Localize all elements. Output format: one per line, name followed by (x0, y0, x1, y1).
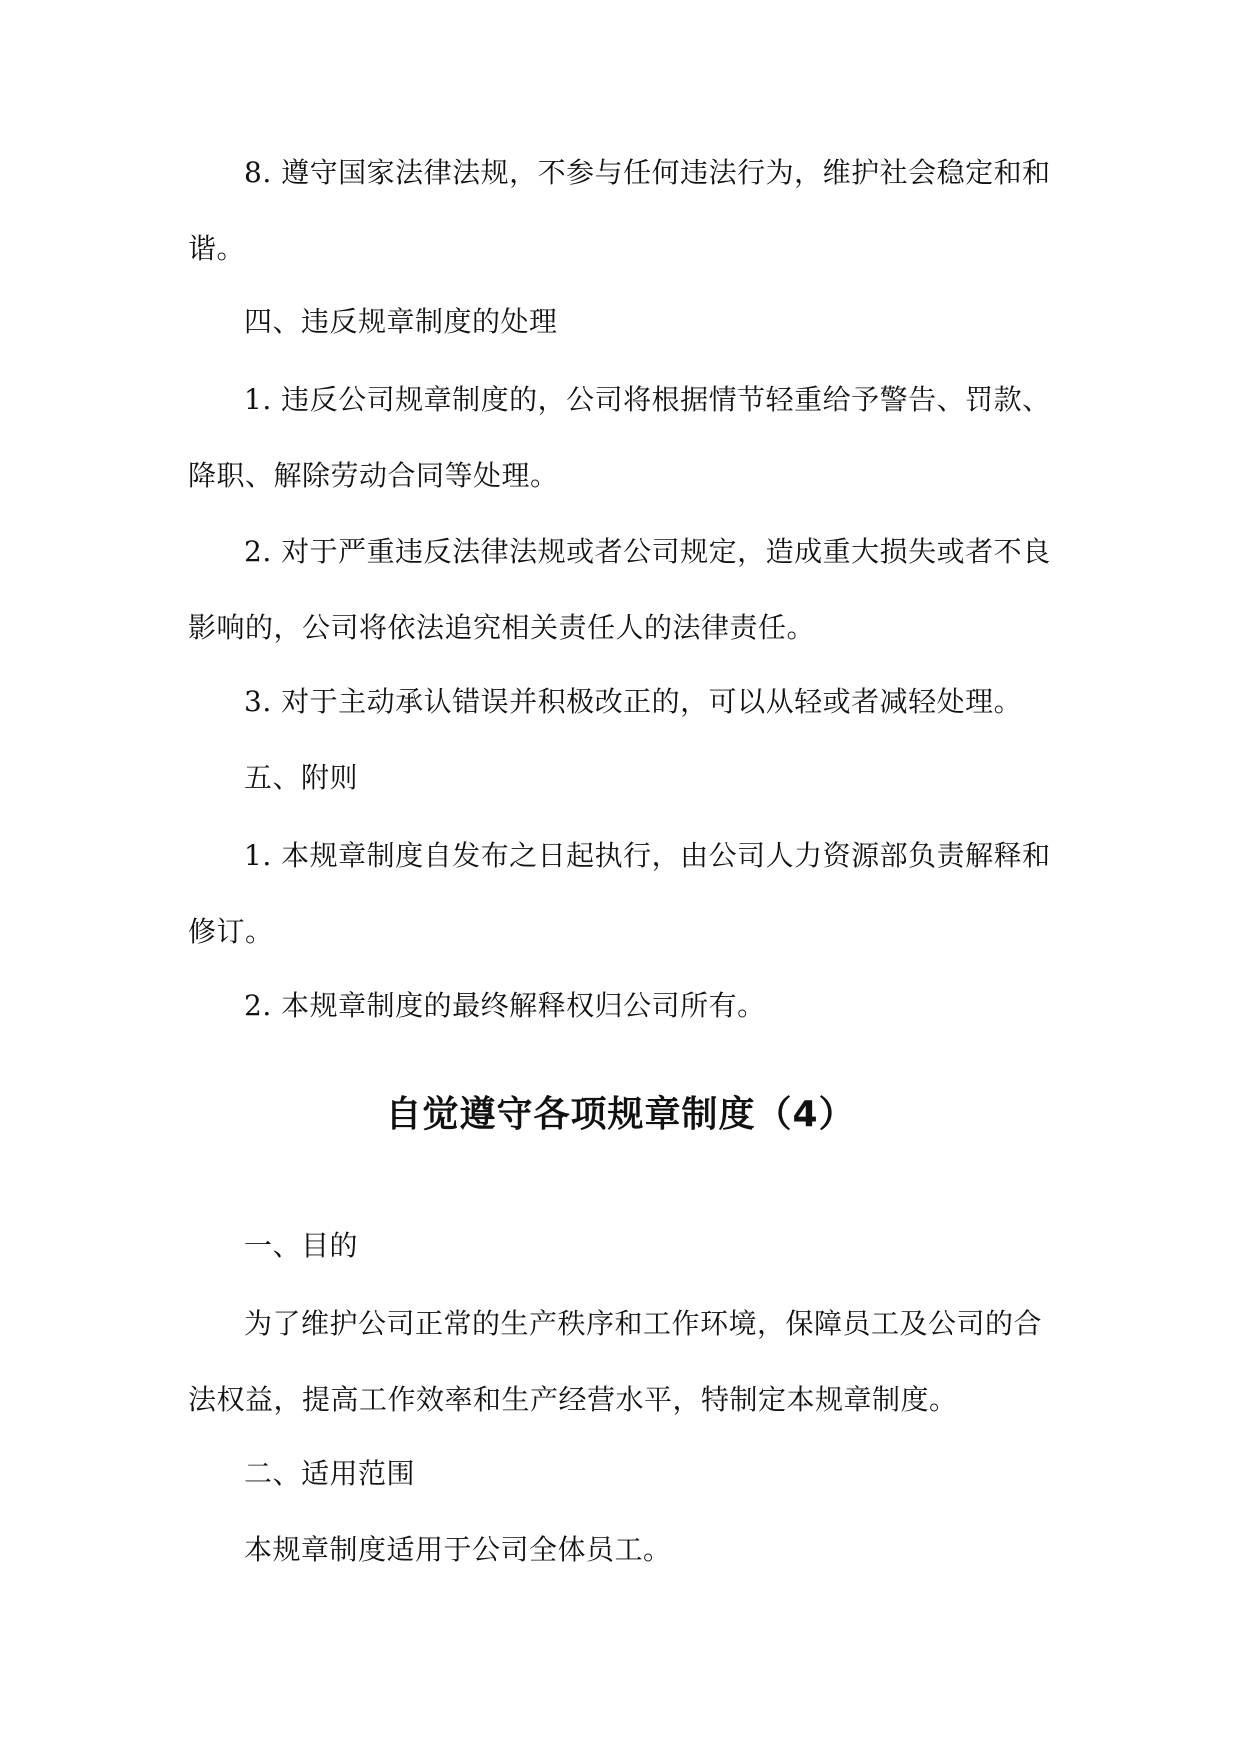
section-heading-4: 四、违反规章制度的处理 (244, 305, 558, 338)
paragraph-1-1: 为了维护公司正常的生产秩序和工作环境，保障员工及公司的合法权益，提高工作效率和生产经营水平，特制定本规章制度。 (188, 1307, 1043, 1416)
document-title: 自觉遵守各项规章制度（4） (385, 1094, 856, 1135)
paragraph-2-1: 本规章制度适用于公司全体员工。 (244, 1533, 672, 1566)
section-heading-1: 一、目的 (244, 1229, 359, 1262)
paragraph-4-3: 3. 对于主动承认错误并积极改正的，可以从轻或者减轻处理。 (244, 685, 1023, 718)
section-heading-5: 五、附则 (244, 761, 359, 794)
paragraph-5-2: 2. 本规章制度的最终解释权归公司所有。 (244, 989, 766, 1022)
paragraph-item-8: 8. 遵守国家法律法规，不参与任何违法行为，维护社会稳定和和谐。 (188, 156, 1051, 265)
paragraph-4-1: 1. 违反公司规章制度的，公司将根据情节轻重给予警告、罚款、降职、解除劳动合同等处理。 (188, 383, 1051, 492)
paragraph-4-2: 2. 对于严重违反法律法规或者公司规定，造成重大损失或者不良影响的，公司将依法追究相关责任人的法律责任。 (188, 535, 1051, 644)
paragraph-5-1: 1. 本规章制度自发布之日起执行，由公司人力资源部负责解释和修订。 (188, 839, 1051, 948)
section-heading-2: 二、适用范围 (244, 1457, 416, 1490)
